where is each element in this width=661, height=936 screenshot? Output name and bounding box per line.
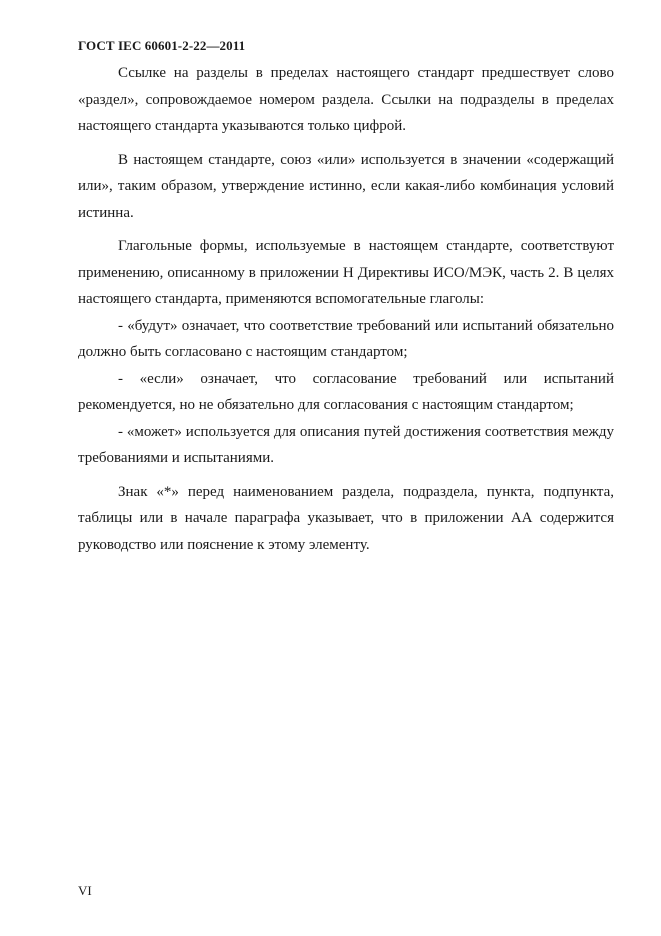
list-item-esli: - «если» означает, что согласование требований или испытаний рекомендуется, но не обязательно для согласования с настоящим стандартом; [78,370,614,413]
paragraph-or-conjunction: В настоящем стандарте, союз «или» используется в значении «содержащий или», таким образом, утверждение истинно, если какая-либо комбинация условий истинна. [78,151,614,221]
paragraph-verb-forms: Глагольные формы, используемые в настоящем стандарте, соответствуют применению, описанному в приложении H Директивы ИСО/МЭК, часть 2. В целях настоящего стандарта, применяются вспомогательные глаголы: [78,238,614,307]
list-item-mozhet: - «может» используется для описания путей достижения соответствия между требованиями и испытаниями. [78,423,614,466]
page-number: VI [78,883,92,898]
paragraph-section-references: Ссылке на разделы в пределах настоящего стандарт предшествует слово «раздел», сопровождаемое номером раздела. Ссылки на подразделы в пределах настоящего стандарта указываются только цифрой. [78,65,614,134]
paragraph-asterisk-sign: Знак «*» перед наименованием раздела, подраздела, пункта, подпункта, таблицы или в начале параграфа указывает, что в приложении АА содержится руководство или пояснение к этому элементу. [78,483,614,553]
document-header: ГОСТ IEC 60601-2-22—2011 [78,38,246,53]
list-item-budut: - «будут» означает, что соответствие требований или испытаний обязательно должно быть согласовано с настоящим стандартом; [78,317,614,360]
document-body [78,60,614,558]
